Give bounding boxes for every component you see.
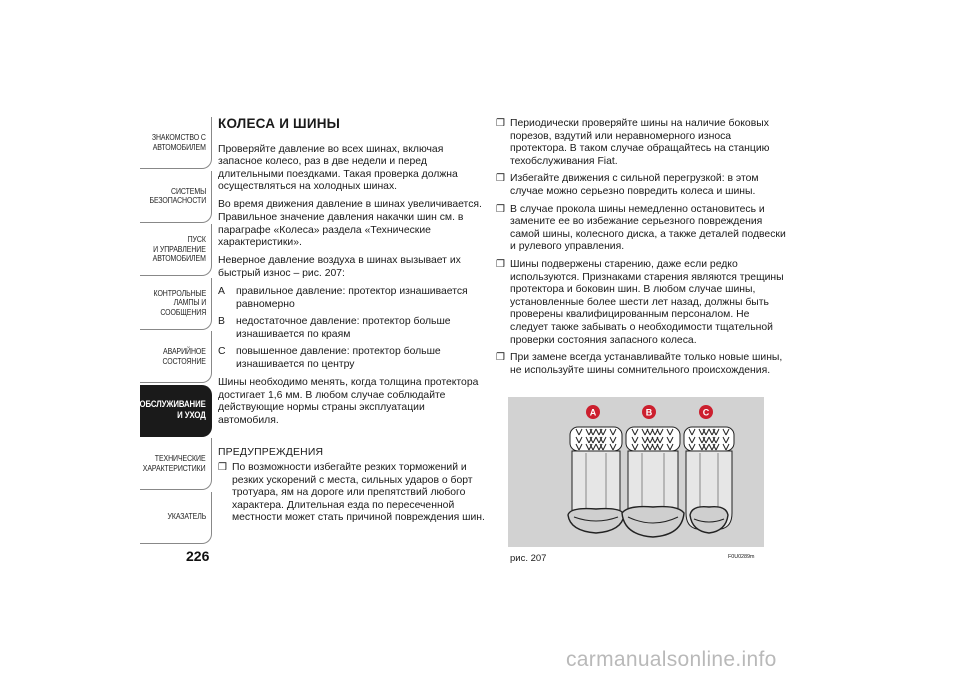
paragraph: Неверное давление воздуха в шинах вызывает их быстрый износ – рис. 207: bbox=[218, 255, 461, 279]
tab-intro[interactable] bbox=[140, 117, 212, 169]
list-item bbox=[496, 352, 786, 377]
watermark: carmanualsonline.info bbox=[566, 648, 777, 671]
tab-specifications[interactable] bbox=[140, 438, 212, 490]
checkbox-icon: ❒ bbox=[218, 462, 227, 474]
tab-label: ПУСК И УПРАВЛЕНИЕ АВТОМОБИЛЕМ bbox=[152, 234, 206, 264]
tyre-wear-illustration bbox=[508, 397, 764, 547]
tab-label: ТЕХНИЧЕСКИЕ ХАРАКТЕРИСТИКИ bbox=[143, 453, 206, 473]
paragraph: Проверяйте давление во всех шинах, включая запасное колесо, раз в две недели и перед длительными поездками. Такая проверка должна осуществляться на холодных шинах. bbox=[218, 143, 458, 193]
tab-label: АВАРИЙНОЕ СОСТОЯНИЕ bbox=[162, 346, 206, 366]
warnings-title: ПРЕДУПРЕЖДЕНИЯ bbox=[218, 447, 324, 459]
list-text: повышенное давление: протектор больше изнашивается по центру bbox=[236, 346, 441, 370]
tab-safety[interactable] bbox=[140, 171, 212, 223]
bullet-text: Избегайте движения с сильной перегрузкой: в этом случае можно серьезно повредить колеса и шины. bbox=[510, 173, 759, 197]
list-item bbox=[496, 204, 786, 254]
bullet-text: Периодически проверяйте шины на наличие боковых порезов, вздутий или неравномерного износа протектора. В таком случае обращайтесь на станцию техобслуживания Fiat. bbox=[510, 118, 770, 167]
list-item bbox=[496, 259, 786, 347]
bullet-text: При замене всегда устанавливайте только новые шины, не используйте шины сомнительного происхождения. bbox=[510, 352, 783, 376]
tab-maintenance[interactable] bbox=[125, 385, 212, 437]
list-item bbox=[218, 316, 486, 341]
figure-code: F0U0289m bbox=[728, 554, 755, 560]
bullet-text: Шины подвержены старению, даже если редко используются. Признаками старения являются трещины протектора и боковин шин. В любом случае шины, установленные более шести лет назад, должны быть проверены квалифицированным персоналом. Не следует также забывать о необходимости тщательной проверки состояния запасного колеса. bbox=[510, 258, 784, 346]
list-item bbox=[218, 462, 486, 525]
tab-emergency[interactable] bbox=[140, 331, 212, 383]
label-b: B bbox=[645, 407, 653, 418]
tyre-drawing bbox=[508, 397, 764, 547]
figure-caption: рис. 207 bbox=[510, 553, 547, 564]
tyre-b-icon bbox=[622, 427, 684, 537]
list-text: правильное давление: протектор изнашивается равномерно bbox=[236, 286, 468, 310]
tab-label: ЗНАКОМСТВО С АВТОМОБИЛЕМ bbox=[152, 132, 206, 152]
list-key: B bbox=[218, 316, 225, 328]
bullet-text: По возможности избегайте резких торможений и резких ускорений с места, сильных ударов о борт тротуара, ям на дороге или препятствий любого характера. Длительная езда по пересеченной местности может стать причиной повреждения шин. bbox=[232, 462, 485, 524]
section-tabs bbox=[125, 117, 212, 545]
list-key: C bbox=[218, 346, 226, 358]
tab-label: КОНТРОЛЬНЫЕ ЛАМПЫ И СООБЩЕНИЯ bbox=[153, 287, 206, 317]
list-item bbox=[496, 173, 786, 198]
page-number: 226 bbox=[186, 548, 210, 564]
tab-driving[interactable] bbox=[140, 224, 212, 276]
left-column bbox=[218, 118, 486, 529]
list-text: недостаточное давление: протектор больше изнашивается по краям bbox=[236, 316, 451, 340]
checkbox-icon: ❒ bbox=[496, 173, 505, 185]
tab-label: ТЕХОБСЛУЖИВАНИЕ И УХОД bbox=[125, 399, 206, 421]
list-item bbox=[218, 286, 486, 311]
tab-warning-lights[interactable] bbox=[140, 278, 212, 330]
paragraph: Во время движения давление в шинах увеличивается. Правильное значение давления накачки шин см. в параграфе «Колеса» раздела «Технические характеристики». bbox=[218, 199, 482, 249]
list-item bbox=[218, 346, 486, 371]
wear-list bbox=[218, 286, 486, 372]
checkbox-icon: ❒ bbox=[496, 352, 505, 364]
label-a-badge bbox=[586, 405, 600, 419]
section-heading: КОЛЕСА И ШИНЫ bbox=[218, 116, 341, 131]
label-a: A bbox=[589, 407, 597, 418]
checkbox-icon: ❒ bbox=[496, 258, 505, 270]
label-c-badge bbox=[699, 405, 713, 419]
label-c: C bbox=[702, 407, 710, 418]
tab-label: УКАЗАТЕЛЬ bbox=[167, 511, 206, 522]
list-key: A bbox=[218, 286, 225, 298]
tyre-c-icon bbox=[684, 427, 734, 533]
checkbox-icon: ❒ bbox=[496, 118, 505, 129]
paragraph: Шины необходимо менять, когда толщина протектора достигает 1,6 мм. В любом случае соблюдайте действующие нормы страны эксплуатации автомобиля. bbox=[218, 377, 479, 426]
bullet-text: В случае прокола шины немедленно остановитесь и замените ее во избежание серьезного повреждения самой шины, колесного диска, а также деталей подвески и рулевого управления. bbox=[510, 203, 786, 253]
tab-label: СИСТЕМЫ БЕЗОПАСНОСТИ bbox=[149, 185, 206, 205]
tyre-a-icon bbox=[568, 427, 624, 533]
checkbox-icon: ❒ bbox=[496, 203, 505, 215]
label-b-badge bbox=[642, 405, 656, 419]
tab-index[interactable] bbox=[140, 492, 212, 544]
list-item bbox=[496, 118, 786, 168]
right-column bbox=[496, 118, 786, 382]
